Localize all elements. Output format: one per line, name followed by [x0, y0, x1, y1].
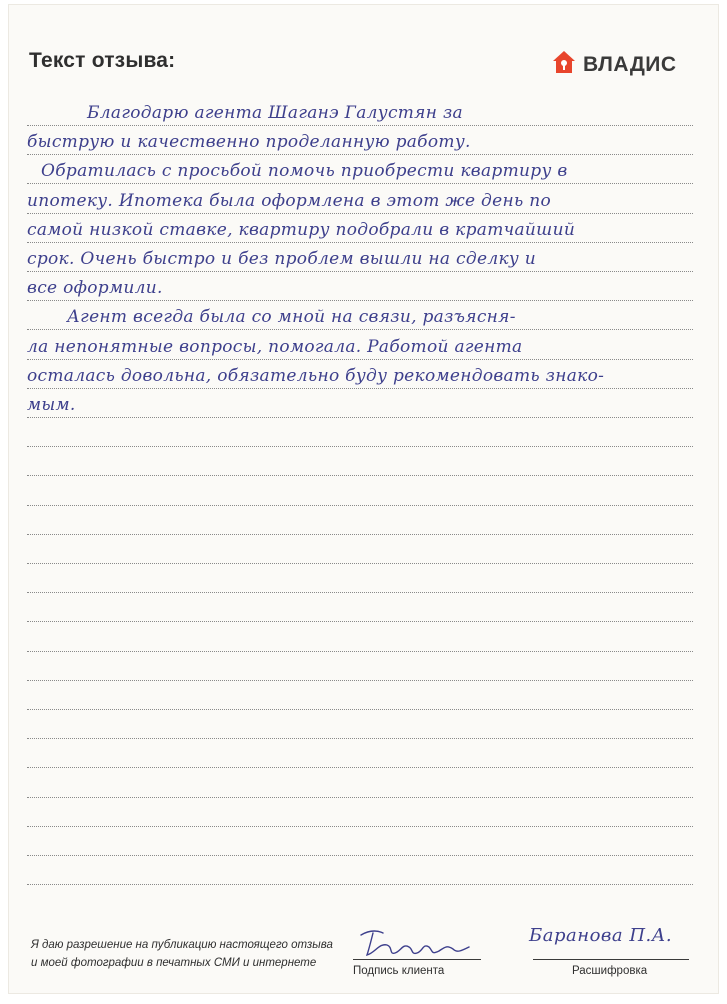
ruled-line: [27, 329, 693, 330]
ruled-line: [27, 767, 693, 768]
review-text-line: Обратилась с просьбой помочь приобрести квартиру в: [41, 161, 568, 182]
consent-line: Я даю разрешение на публикацию настоящего отзыва: [31, 939, 333, 951]
ruled-line: [27, 797, 693, 798]
review-text-line: ипотеку. Ипотека была оформлена в этот же день по: [27, 190, 552, 211]
ruled-line: [27, 592, 693, 593]
ruled-line: [27, 563, 693, 564]
client-name-handwritten: Баранова П.А.: [529, 925, 673, 946]
review-text-line: мым.: [27, 395, 76, 415]
publication-consent: [31, 936, 333, 972]
review-text-line: Благодарю агента Шаганэ Галустян за: [87, 103, 463, 123]
ruled-line: [27, 417, 693, 418]
form-title: Текст отзыва:: [29, 49, 176, 72]
ruled-line: [27, 446, 693, 447]
ruled-line: [27, 475, 693, 476]
ruled-line: [27, 651, 693, 652]
ruled-line: [27, 884, 693, 885]
signature-label: Подпись клиента: [353, 965, 445, 977]
ruled-lines-area: [27, 5, 693, 995]
decode-label: Расшифровка: [572, 965, 648, 977]
ruled-line: [27, 534, 693, 535]
review-form: [8, 4, 719, 994]
decode-underline: [533, 959, 689, 960]
ruled-line: [27, 125, 693, 126]
ruled-line: [27, 621, 693, 622]
ruled-line: [27, 709, 693, 710]
ruled-line: [27, 154, 693, 155]
ruled-line: [27, 680, 693, 681]
review-text-line: ла непонятные вопросы, помогала. Работой агента: [27, 336, 523, 357]
ruled-line: [27, 826, 693, 827]
ruled-line: [27, 359, 693, 360]
review-text-line: самой низкой ставке, квартиру подобрали в кратчайший: [27, 219, 576, 240]
ruled-line: [27, 271, 693, 272]
ruled-line: [27, 300, 693, 301]
consent-line: и моей фотографии в печатных СМИ и интернете: [31, 957, 317, 969]
signature-underline: [353, 959, 481, 960]
review-text-line: все оформили.: [27, 278, 163, 299]
review-text-line: Агент всегда была со мной на связи, разъясня-: [67, 307, 516, 328]
review-text-line: быструю и качественно проделанную работу.: [27, 132, 471, 153]
ruled-line: [27, 855, 693, 856]
ruled-line: [27, 738, 693, 739]
ruled-line: [27, 388, 693, 389]
review-text-line: осталась довольна, обязательно буду рекомендовать знако-: [27, 365, 605, 386]
review-text-line: срок. Очень быстро и без проблем вышли на сделку и: [27, 249, 537, 269]
ruled-line: [27, 505, 693, 506]
ruled-line: [27, 213, 693, 214]
ruled-line: [27, 183, 693, 184]
brand-name: ВЛАДИС: [583, 52, 677, 76]
ruled-line: [27, 242, 693, 243]
